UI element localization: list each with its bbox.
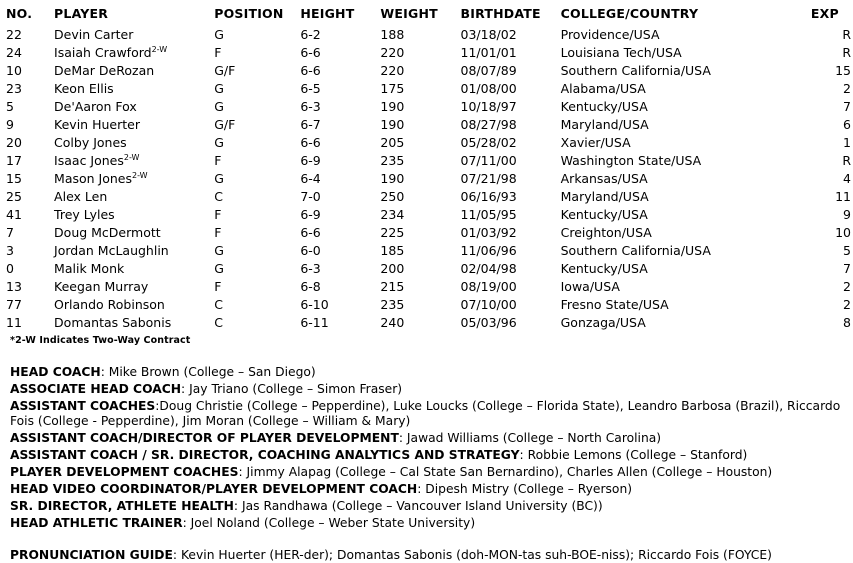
player-name-cell <box>54 188 214 206</box>
player-number: 7 <box>6 225 14 240</box>
staff-role-value: Joel Noland (College – Weber State University) <box>190 515 476 530</box>
staff-role-label: HEAD VIDEO COORDINATOR/PLAYER DEVELOPMENT COACH <box>10 481 418 496</box>
player-weight: 175 <box>380 81 405 96</box>
player-position: F <box>214 279 222 294</box>
player-height: 6-2 <box>300 27 321 42</box>
player-experience: 4 <box>843 171 851 186</box>
player-name-cell <box>54 98 214 116</box>
player-height: 6-3 <box>300 99 321 114</box>
staff-role-value: Jawad Williams (College – North Carolina) <box>406 431 662 446</box>
player-experience: 9 <box>843 207 851 222</box>
player-weight: 190 <box>380 117 405 132</box>
player-weight: 190 <box>380 171 405 186</box>
player-name: Keegan Murray <box>54 279 149 294</box>
player-college-country: Kentucky/USA <box>560 99 648 114</box>
player-birthdate: 05/28/02 <box>460 135 517 150</box>
staff-line <box>10 482 846 497</box>
player-name-cell <box>54 278 214 296</box>
player-experience: 7 <box>843 261 851 276</box>
player-position: G <box>214 99 224 114</box>
staff-role-value: Dipesh Mistry (College – Ryerson) <box>425 481 633 496</box>
player-height: 6-6 <box>300 45 321 60</box>
staff-separator: : <box>182 515 191 530</box>
player-position: C <box>214 297 223 312</box>
player-name-cell <box>54 260 214 278</box>
table-row <box>6 260 851 278</box>
roster-table <box>6 6 851 332</box>
player-college-country: Southern California/USA <box>560 243 711 258</box>
player-height: 6-8 <box>300 279 321 294</box>
player-position: C <box>214 189 223 204</box>
player-birthdate: 02/04/98 <box>460 261 517 276</box>
player-weight: 200 <box>380 261 405 276</box>
player-experience: 7 <box>843 99 851 114</box>
staff-line <box>10 516 846 531</box>
player-birthdate: 10/18/97 <box>460 99 517 114</box>
table-row <box>6 224 851 242</box>
player-number: 9 <box>6 117 14 132</box>
player-birthdate: 08/19/00 <box>460 279 517 294</box>
player-college-country: Southern California/USA <box>560 63 711 78</box>
player-experience: 6 <box>843 117 851 132</box>
column-header-position: POSITION <box>214 6 284 21</box>
player-weight: 205 <box>380 135 405 150</box>
player-name-cell <box>54 134 214 152</box>
player-number: 41 <box>6 207 22 222</box>
player-experience: 15 <box>835 63 851 78</box>
staff-line <box>10 448 846 463</box>
player-birthdate: 05/03/96 <box>460 315 517 330</box>
player-experience: R <box>842 27 851 42</box>
column-header-player: PLAYER <box>54 6 109 21</box>
table-row <box>6 170 851 188</box>
staff-separator: : <box>417 481 426 496</box>
player-height: 6-6 <box>300 63 321 78</box>
player-position: G <box>214 261 224 276</box>
coaching-staff-list <box>10 365 846 531</box>
player-name: Isaiah Crawford <box>54 45 152 60</box>
player-name-cell <box>54 44 214 62</box>
staff-separator: : <box>238 464 247 479</box>
player-name: Orlando Robinson <box>54 297 165 312</box>
pronunciation-guide-separator: : <box>172 548 181 563</box>
table-header-row <box>6 6 851 26</box>
player-name: Kevin Huerter <box>54 117 140 132</box>
player-height: 6-4 <box>300 171 321 186</box>
table-row <box>6 296 851 314</box>
staff-role-value: Doug Christie (College – Pepperdine), Luke Loucks (College – Florida State), Leandro Barbosa (Brazil), Riccardo Fois (College - Pepperdine), Jim Moran (College – William & Mary) <box>10 398 841 429</box>
player-experience: 10 <box>835 225 851 240</box>
column-header-no: NO. <box>6 6 33 21</box>
player-name-cell <box>54 26 214 44</box>
player-number: 15 <box>6 171 22 186</box>
player-height: 6-6 <box>300 225 321 240</box>
player-college-country: Kentucky/USA <box>560 207 648 222</box>
player-name: Malik Monk <box>54 261 125 276</box>
player-position: G <box>214 81 224 96</box>
table-row <box>6 134 851 152</box>
player-birthdate: 03/18/02 <box>460 27 517 42</box>
player-weight: 215 <box>380 279 405 294</box>
player-position: G/F <box>214 63 236 78</box>
staff-separator: : <box>398 431 407 446</box>
player-birthdate: 11/06/96 <box>460 243 517 258</box>
staff-role-label: ASSISTANT COACH/DIRECTOR OF PLAYER DEVELOPMENT <box>10 431 399 446</box>
two-way-marker: 2-W <box>151 44 168 54</box>
player-name-cell <box>54 170 214 188</box>
staff-role-label: ASSISTANT COACH / SR. DIRECTOR, COACHING ANALYTICS AND STRATEGY <box>10 448 520 463</box>
pronunciation-guide <box>10 548 846 563</box>
player-position: G <box>214 171 224 186</box>
player-college-country: Xavier/USA <box>560 135 631 150</box>
player-college-country: Maryland/USA <box>560 117 649 132</box>
player-height: 6-7 <box>300 117 321 132</box>
player-number: 5 <box>6 99 14 114</box>
roster-document <box>0 6 853 563</box>
player-position: F <box>214 153 222 168</box>
player-weight: 250 <box>380 189 405 204</box>
player-college-country: Iowa/USA <box>560 279 620 294</box>
player-position: F <box>214 225 222 240</box>
player-position: G <box>214 27 224 42</box>
player-birthdate: 07/11/00 <box>460 153 517 168</box>
staff-role-value: Jay Triano (College – Simon Fraser) <box>189 381 403 396</box>
player-experience: R <box>842 45 851 60</box>
player-number: 25 <box>6 189 22 204</box>
table-row <box>6 242 851 260</box>
player-name: Colby Jones <box>54 135 127 150</box>
player-college-country: Maryland/USA <box>560 189 649 204</box>
table-row <box>6 116 851 134</box>
player-number: 0 <box>6 261 14 276</box>
player-birthdate: 07/21/98 <box>460 171 517 186</box>
player-name: Alex Len <box>54 189 108 204</box>
player-weight: 220 <box>380 63 405 78</box>
player-height: 6-5 <box>300 81 321 96</box>
two-way-footnote: *2-W Indicates Two-Way Contract <box>10 335 191 346</box>
player-experience: 1 <box>843 135 851 150</box>
player-college-country: Arkansas/USA <box>560 171 648 186</box>
player-college-country: Washington State/USA <box>560 153 702 168</box>
player-name-cell <box>54 314 214 332</box>
player-name-cell <box>54 152 214 170</box>
player-name: Keon Ellis <box>54 81 114 96</box>
player-name: Jordan McLaughlin <box>54 243 169 258</box>
player-height: 6-11 <box>300 315 329 330</box>
staff-role-label: SR. DIRECTOR, ATHLETE HEALTH <box>10 498 234 513</box>
player-name: Doug McDermott <box>54 225 161 240</box>
player-name-cell <box>54 116 214 134</box>
player-weight: 234 <box>380 207 405 222</box>
roster-table-body <box>6 26 851 332</box>
staff-separator: : <box>233 498 242 513</box>
player-position: F <box>214 207 222 222</box>
player-college-country: Fresno State/USA <box>560 297 669 312</box>
player-experience: 11 <box>835 189 851 204</box>
player-name-cell <box>54 296 214 314</box>
table-row <box>6 98 851 116</box>
player-weight: 185 <box>380 243 405 258</box>
player-college-country: Louisiana Tech/USA <box>560 45 682 60</box>
player-weight: 188 <box>380 27 405 42</box>
staff-line <box>10 465 846 480</box>
player-name: Mason Jones <box>54 171 133 186</box>
staff-separator: : <box>181 381 190 396</box>
player-name: Isaac Jones <box>54 153 124 168</box>
player-number: 3 <box>6 243 14 258</box>
player-birthdate: 01/08/00 <box>460 81 517 96</box>
player-number: 20 <box>6 135 22 150</box>
player-name-cell <box>54 206 214 224</box>
player-experience: 8 <box>843 315 851 330</box>
player-number: 22 <box>6 27 22 42</box>
player-name: Trey Lyles <box>54 207 115 222</box>
player-birthdate: 11/01/01 <box>460 45 517 60</box>
player-number: 23 <box>6 81 22 96</box>
column-header-height: HEIGHT <box>300 6 355 21</box>
table-row <box>6 278 851 296</box>
player-college-country: Gonzaga/USA <box>560 315 646 330</box>
player-name-cell <box>54 80 214 98</box>
staff-line <box>10 382 846 397</box>
player-weight: 190 <box>380 99 405 114</box>
staff-role-value: Robbie Lemons (College – Stanford) <box>527 448 748 463</box>
player-number: 17 <box>6 153 22 168</box>
player-experience: 5 <box>843 243 851 258</box>
player-weight: 240 <box>380 315 405 330</box>
column-header-weight: WEIGHT <box>380 6 438 21</box>
player-position: G <box>214 243 224 258</box>
staff-separator: : <box>519 448 528 463</box>
staff-line <box>10 499 846 514</box>
player-weight: 235 <box>380 297 405 312</box>
player-name: De'Aaron Fox <box>54 99 137 114</box>
player-number: 11 <box>6 315 22 330</box>
pronunciation-guide-label: PRONUNCIATION GUIDE <box>10 548 173 563</box>
staff-line <box>10 431 846 446</box>
player-name-cell <box>54 224 214 242</box>
staff-separator: : <box>100 365 109 379</box>
player-college-country: Providence/USA <box>560 27 660 42</box>
player-experience: 2 <box>843 297 851 312</box>
table-row <box>6 80 851 98</box>
player-birthdate: 06/16/93 <box>460 189 517 204</box>
player-position: G <box>214 135 224 150</box>
player-position: F <box>214 45 222 60</box>
player-name-cell <box>54 62 214 80</box>
player-height: 6-9 <box>300 207 321 222</box>
player-birthdate: 11/05/95 <box>460 207 517 222</box>
table-row <box>6 314 851 332</box>
player-name: DeMar DeRozan <box>54 63 155 78</box>
column-header-college: COLLEGE/COUNTRY <box>560 6 699 21</box>
column-header-birthdate: BIRTHDATE <box>460 6 541 21</box>
player-position: C <box>214 315 223 330</box>
player-height: 6-3 <box>300 261 321 276</box>
staff-role-value: Jimmy Alapag (College – Cal State San Bernardino), Charles Allen (College – Houston) <box>246 464 773 479</box>
player-college-country: Kentucky/USA <box>560 261 648 276</box>
table-row <box>6 44 851 62</box>
player-birthdate: 08/27/98 <box>460 117 517 132</box>
player-number: 10 <box>6 63 22 78</box>
player-college-country: Alabama/USA <box>560 81 646 96</box>
player-name: Devin Carter <box>54 27 134 42</box>
table-row <box>6 206 851 224</box>
player-experience: 2 <box>843 81 851 96</box>
player-number: 13 <box>6 279 22 294</box>
player-height: 6-6 <box>300 135 321 150</box>
two-way-marker: 2-W <box>132 170 148 180</box>
table-row <box>6 188 851 206</box>
staff-role-value: Mike Brown (College – San Diego) <box>108 365 316 379</box>
staff-role-label: HEAD ATHLETIC TRAINER <box>10 515 183 530</box>
table-row <box>6 152 851 170</box>
player-experience: R <box>842 153 851 168</box>
player-weight: 225 <box>380 225 405 240</box>
staff-role-label: PLAYER DEVELOPMENT COACHES <box>10 464 239 479</box>
player-position: G/F <box>214 117 236 132</box>
player-experience: 2 <box>843 279 851 294</box>
staff-separator: : <box>155 398 160 413</box>
column-header-exp: EXP <box>810 6 839 21</box>
player-height: 6-0 <box>300 243 321 258</box>
staff-line <box>10 399 846 430</box>
staff-line <box>10 365 846 380</box>
player-weight: 220 <box>380 45 405 60</box>
player-birthdate: 08/07/89 <box>460 63 517 78</box>
table-row <box>6 62 851 80</box>
player-name-cell <box>54 242 214 260</box>
player-number: 77 <box>6 297 22 312</box>
staff-role-label: HEAD COACH <box>10 365 101 379</box>
staff-role-label: ASSOCIATE HEAD COACH <box>10 381 182 396</box>
staff-role-label: ASSISTANT COACHES <box>10 398 156 413</box>
player-height: 7-0 <box>300 189 321 204</box>
pronunciation-guide-value: Kevin Huerter (HER-der); Domantas Sabonis (doh-MON-tas suh-BOE-niss); Riccardo Fois (FOYCE) <box>180 548 772 563</box>
player-college-country: Creighton/USA <box>560 225 652 240</box>
table-row <box>6 26 851 44</box>
player-number: 24 <box>6 45 22 60</box>
player-name: Domantas Sabonis <box>54 315 172 330</box>
player-birthdate: 01/03/92 <box>460 225 517 240</box>
player-height: 6-9 <box>300 153 321 168</box>
staff-role-value: Jas Randhawa (College – Vancouver Island University (BC)) <box>241 498 603 513</box>
two-way-marker: 2-W <box>123 152 140 162</box>
player-weight: 235 <box>380 153 405 168</box>
player-birthdate: 07/10/00 <box>460 297 517 312</box>
player-height: 6-10 <box>300 297 329 312</box>
roster-table-header <box>6 6 851 26</box>
